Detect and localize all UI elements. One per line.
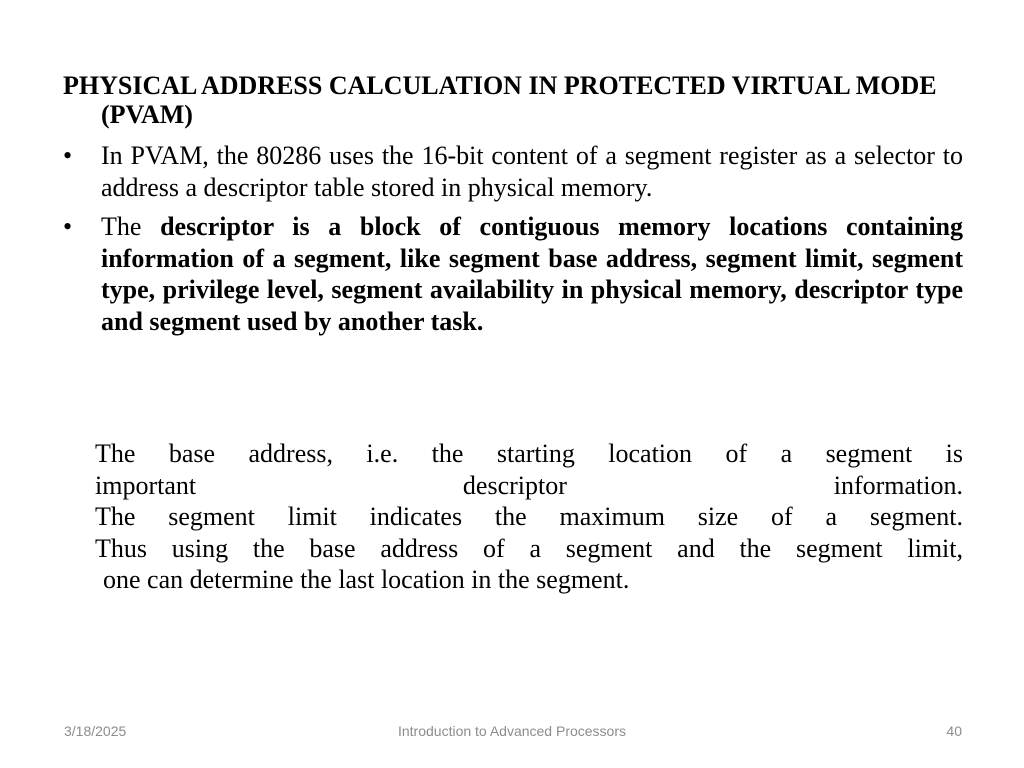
- page-number: 40: [946, 723, 962, 739]
- bullet-list: [63, 140, 963, 345]
- paragraph-line: one can determine the last location in the segment.: [103, 565, 630, 594]
- paragraph-line: The segment limit indicates the maximum size of a segment.: [95, 502, 963, 531]
- bullet-lead-text: The: [101, 212, 161, 241]
- paragraph-line: Thus using the base address of a segment and the segment limit,: [95, 533, 963, 563]
- bullet-item: [63, 140, 963, 203]
- bullet-item: [63, 211, 963, 337]
- slide-title: PHYSICAL ADDRESS CALCULATION IN PROTECTED VIRTUAL MODE (PVAM): [63, 71, 937, 129]
- bullet-marker: •: [63, 141, 73, 170]
- bullet-text: In PVAM, the 80286 uses the 16-bit content of a segment register as a selector to address a descriptor table stored in physical memory.: [101, 141, 963, 202]
- body-paragraph: [95, 438, 963, 596]
- paragraph-line: important descriptor information.: [95, 470, 963, 500]
- bullet-marker: •: [63, 212, 73, 241]
- footer-date: 3/18/2025: [64, 723, 127, 739]
- paragraph-line: The base address, i.e. the starting location of a segment is: [95, 439, 963, 468]
- footer-title: Introduction to Advanced Processors: [397, 723, 627, 739]
- bullet-bold-text: descriptor is a block of contiguous memory locations containing information of a segment, like segment base address, segment limit, segment type, privilege level, segment availability in physical memory, descriptor type and segment used by another task.: [101, 212, 964, 336]
